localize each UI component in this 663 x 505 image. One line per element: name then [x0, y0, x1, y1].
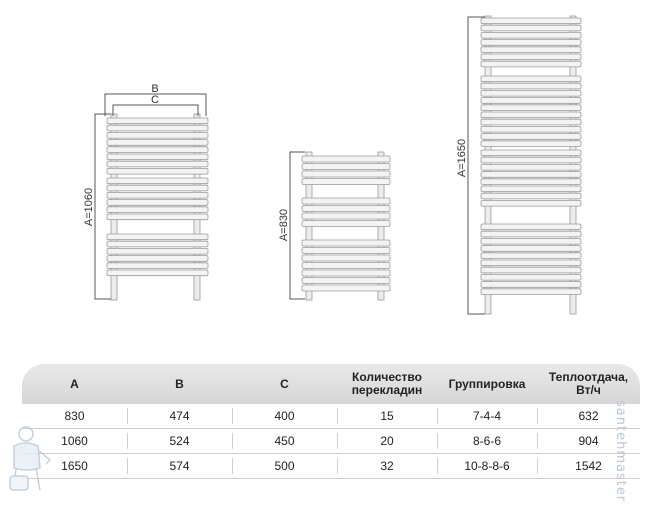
cell-grouping: 8-6-6: [472, 434, 501, 448]
radiator-rung: [302, 171, 390, 177]
radiator-rung: [481, 76, 581, 82]
radiator-rung: [302, 179, 390, 185]
radiator-rung: [107, 147, 208, 153]
radiator-rung: [481, 25, 581, 31]
cell-b: 524: [169, 434, 190, 448]
radiator-rung: [481, 253, 581, 259]
radiator-rung: [107, 207, 208, 213]
watermark: santehmaster: [613, 400, 628, 503]
radiator-rung: [481, 289, 581, 295]
radiator-rung: [302, 156, 390, 162]
table-row: [22, 429, 640, 454]
radiator-rung: [302, 198, 390, 204]
cell-heat-output: 632: [578, 409, 599, 423]
radiator-rung: [481, 141, 581, 147]
radiator-rung: [481, 105, 581, 111]
cell-rung-count: 20: [380, 434, 394, 448]
radiator-830-rungs: [302, 152, 390, 300]
radiator-rung: [302, 248, 390, 254]
dimension-c: [113, 94, 198, 116]
radiator-rung: [107, 214, 208, 220]
radiator-rung: [481, 134, 581, 140]
radiator-rung: [481, 47, 581, 53]
radiator-rung: [302, 213, 390, 219]
radiator-rung: [481, 83, 581, 89]
radiator-rung: [481, 54, 581, 60]
cell-c: 400: [274, 409, 295, 423]
radiator-rung: [107, 168, 208, 174]
header-a: A: [70, 376, 79, 391]
radiator-rung: [107, 140, 208, 146]
radiator-rung: [481, 32, 581, 38]
cell-rung-count: 32: [380, 459, 394, 473]
radiator-rung: [481, 200, 581, 206]
radiator-1650: [456, 16, 581, 314]
cell-a: 1650: [61, 459, 88, 473]
radiator-rung: [107, 241, 208, 247]
radiator-rung: [302, 270, 390, 276]
radiator-rung: [481, 186, 581, 192]
radiator-rung: [481, 90, 581, 96]
cell-heat-output: 1542: [575, 459, 602, 473]
table-row: [22, 404, 640, 429]
radiator-rung: [481, 98, 581, 104]
table-row: [22, 454, 640, 479]
radiator-rung: [481, 267, 581, 273]
header-c: C: [280, 376, 289, 391]
radiator-rung: [302, 263, 390, 269]
radiator-rung: [481, 193, 581, 199]
header-b: B: [175, 376, 184, 391]
radiator-rung: [107, 263, 208, 269]
table-header: [22, 364, 640, 404]
plumber-mascot-icon: [6, 424, 56, 496]
header-grouping: Группировка: [448, 376, 526, 391]
radiator-rung: [107, 185, 208, 191]
radiator-rung: [302, 278, 390, 284]
radiator-rung: [481, 112, 581, 118]
radiator-rung: [481, 282, 581, 288]
radiator-rung: [107, 248, 208, 254]
dimension-a-1650-label: A=1650: [456, 138, 468, 178]
dimension-a-1060-label: A=1060: [83, 187, 95, 227]
cell-rung-count: 15: [380, 409, 394, 423]
radiator-rung: [107, 118, 208, 124]
cell-a: 1060: [61, 434, 88, 448]
radiator-rung: [302, 255, 390, 261]
specification-table: [22, 364, 640, 479]
radiator-rung: [107, 125, 208, 131]
cell-grouping: 7-4-4: [472, 409, 501, 423]
radiator-rung: [302, 240, 390, 246]
radiator-rung: [481, 179, 581, 185]
radiator-rung: [481, 164, 581, 170]
cell-a: 830: [64, 409, 85, 423]
radiator-rung: [481, 172, 581, 178]
cell-c: 500: [274, 459, 295, 473]
cell-b: 474: [169, 409, 190, 423]
radiator-rung: [302, 206, 390, 212]
dimension-c-label: C: [151, 94, 159, 106]
header-heat-output: Теплоотдача, Вт/ч: [548, 370, 629, 397]
dimension-b-label: B: [151, 83, 159, 95]
radiator-rung: [107, 154, 208, 160]
radiator-rung: [107, 234, 208, 240]
radiator-rung: [107, 132, 208, 138]
radiator-rung: [107, 200, 208, 206]
radiator-rung: [481, 126, 581, 132]
cell-c: 450: [274, 434, 295, 448]
radiator-rung: [481, 260, 581, 266]
radiator-rung: [107, 161, 208, 167]
radiator-rung: [302, 164, 390, 170]
radiator-rung: [107, 256, 208, 262]
cell-b: 574: [169, 459, 190, 473]
header-rung-count: Количество перекладин: [351, 370, 423, 397]
radiator-rung: [481, 231, 581, 237]
dimension-a-830-label: A=830: [278, 208, 290, 242]
radiator-rung: [481, 274, 581, 280]
radiator-rung: [481, 157, 581, 163]
radiator-rung: [107, 178, 208, 184]
cell-heat-output: 904: [578, 434, 599, 448]
radiator-rung: [481, 18, 581, 24]
radiator-rung: [481, 246, 581, 252]
radiator-rung: [107, 192, 208, 198]
radiator-rung: [481, 238, 581, 244]
radiator-rung: [481, 61, 581, 67]
radiator-rung: [302, 221, 390, 227]
dimension-a-830: [278, 152, 305, 299]
radiator-rung: [481, 150, 581, 156]
radiator-830: [278, 152, 390, 300]
radiator-1650-rungs: [481, 16, 581, 314]
radiator-1060: [83, 83, 208, 300]
radiator-rung: [481, 224, 581, 230]
radiator-rung: [481, 119, 581, 125]
radiator-1060-rungs: [107, 114, 208, 300]
cell-grouping: 10-8-8-6: [464, 459, 510, 473]
radiator-rung: [302, 285, 390, 291]
radiator-rung: [107, 270, 208, 276]
radiator-rung: [481, 40, 581, 46]
